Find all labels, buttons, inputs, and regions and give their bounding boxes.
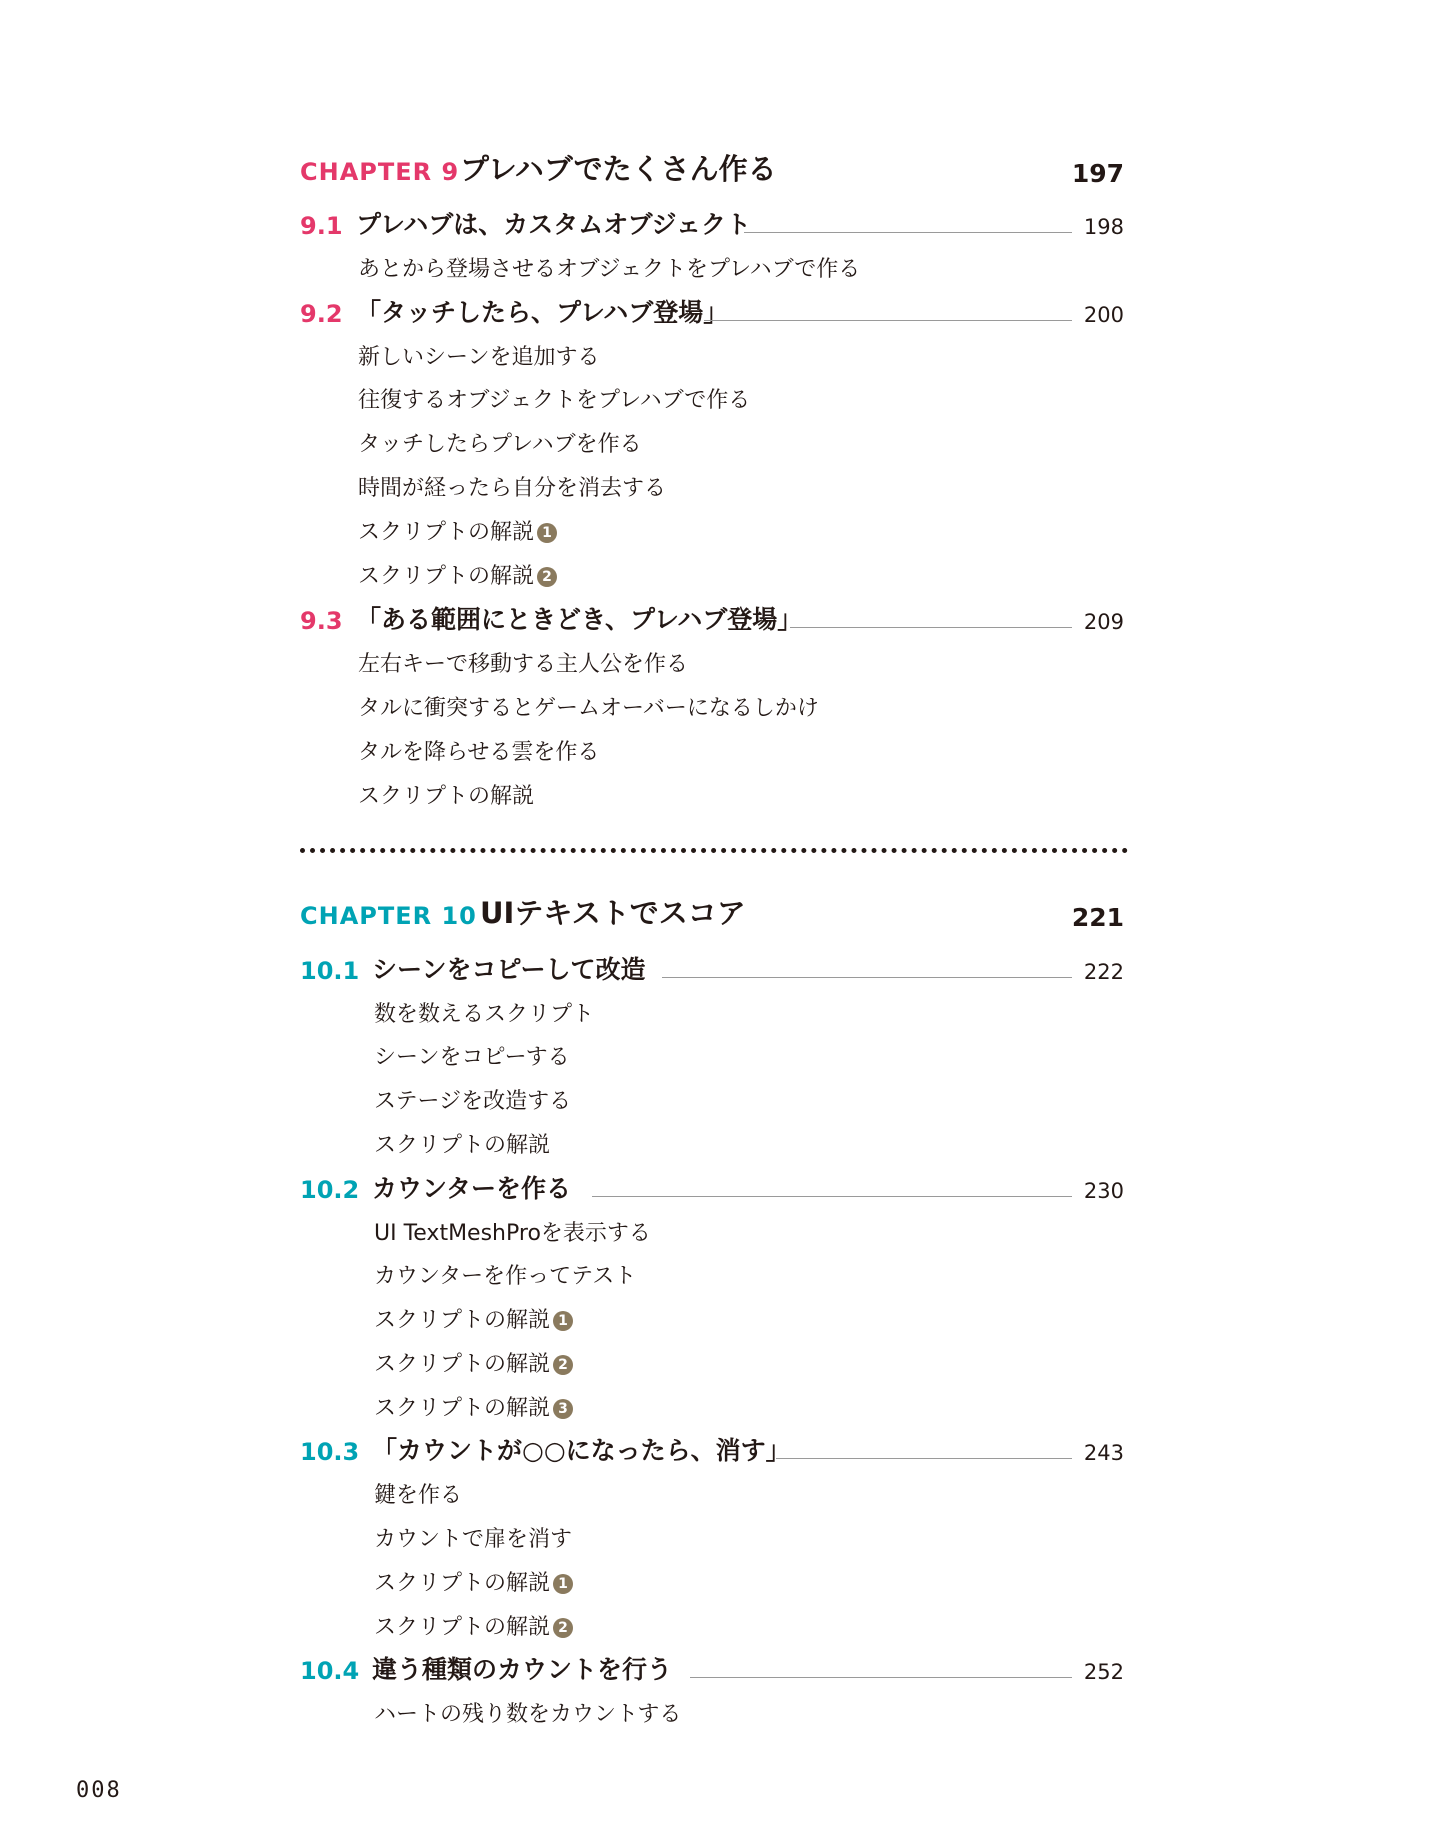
toc-item: 時間が経ったら自分を消去する	[358, 476, 667, 501]
leader-line	[592, 1196, 1072, 1197]
section-page-number: 198	[1083, 215, 1124, 239]
section-number: 10.1	[300, 957, 360, 985]
toc-item: スクリプトの解説 1	[374, 1569, 573, 1599]
toc-item: カウンターを作ってテスト	[374, 1264, 637, 1289]
toc-item: タルに衝突するとゲームオーバーになるしかけ	[358, 696, 819, 721]
section-9-3	[0, 605, 1433, 639]
toc-item: ハートの残り数をカウントする	[374, 1702, 682, 1727]
toc-item: スクリプトの解説 2	[358, 562, 557, 592]
section-title: シーンをコピーして改造	[372, 955, 646, 984]
section-title: 違う種類のカウントを行う	[372, 1655, 673, 1684]
section-10-3	[0, 1436, 1433, 1470]
section-9-1	[0, 210, 1433, 244]
leader-line	[690, 1677, 1072, 1678]
section-page-number: 200	[1083, 303, 1124, 327]
toc-item: あとから登場させるオブジェクトをプレハブで作る	[358, 257, 861, 282]
toc-item: スクリプトの解説 3	[374, 1394, 573, 1424]
number-badge-icon: 2	[553, 1355, 573, 1375]
toc-item: ステージを改造する	[374, 1089, 572, 1114]
number-badge-icon: 2	[553, 1618, 573, 1638]
section-page-number: 243	[1083, 1441, 1124, 1465]
chapter-title: プレハブでたくさん作る	[460, 152, 777, 186]
section-title: 「ある範囲にときどき、プレハブ登場」	[356, 605, 803, 634]
chapter-divider	[300, 848, 1128, 853]
section-page-number: 230	[1083, 1179, 1124, 1203]
toc-item: スクリプトの解説 2	[374, 1350, 573, 1380]
toc-item: 鍵を作る	[374, 1483, 463, 1508]
number-badge-icon: 3	[553, 1399, 573, 1419]
toc-item: UI TextMeshProを表示する	[374, 1221, 651, 1246]
toc-item: 左右キーで移動する主人公を作る	[358, 652, 689, 677]
chapter-page-number: 221	[1071, 903, 1124, 932]
toc-item: スクリプトの解説	[374, 1133, 551, 1158]
section-number: 10.3	[300, 1438, 360, 1466]
section-page-number: 209	[1083, 610, 1124, 634]
section-9-2	[0, 298, 1433, 332]
toc-item: スクリプトの解説 2	[374, 1613, 573, 1643]
leader-line	[790, 627, 1072, 628]
number-badge-icon: 1	[553, 1574, 573, 1594]
section-title: 「タッチしたら、プレハブ登場」	[356, 298, 729, 327]
toc-item: タルを降らせる雲を作る	[358, 740, 600, 765]
toc-item: カウントで扉を消す	[374, 1527, 573, 1552]
page-number: 008	[76, 1778, 122, 1803]
toc-item: スクリプトの解説 1	[374, 1306, 573, 1336]
section-page-number: 222	[1083, 960, 1124, 984]
toc-item: スクリプトの解説 1	[358, 518, 557, 548]
section-10-4	[0, 1655, 1433, 1689]
section-10-1	[0, 955, 1433, 989]
chapter-page-number: 197	[1071, 159, 1124, 188]
leader-line	[662, 977, 1072, 978]
toc-item: シーンをコピーする	[374, 1045, 570, 1070]
chapter-label: CHAPTER 9	[300, 158, 460, 186]
section-page-number: 252	[1083, 1660, 1124, 1684]
number-badge-icon: 2	[537, 567, 557, 587]
section-number: 9.3	[300, 607, 343, 635]
toc-item: 往復するオブジェクトをプレハブで作る	[358, 388, 751, 413]
number-badge-icon: 1	[537, 523, 557, 543]
section-number: 9.1	[300, 212, 343, 240]
chapter-10-heading	[0, 892, 1433, 932]
section-number: 10.2	[300, 1176, 360, 1204]
toc-item: タッチしたらプレハブを作る	[358, 432, 642, 457]
section-10-2	[0, 1174, 1433, 1208]
section-title: プレハブは、カスタムオブジェクト	[356, 210, 752, 239]
chapter-label: CHAPTER 10	[300, 902, 477, 930]
chapter-9-heading	[0, 148, 1433, 188]
section-number: 9.2	[300, 300, 343, 328]
toc-item: 新しいシーンを追加する	[358, 345, 600, 370]
chapter-title: UIテキストでスコア	[480, 896, 746, 930]
leader-line	[744, 232, 1072, 233]
toc-item: スクリプトの解説	[358, 784, 535, 809]
leader-line	[776, 1458, 1072, 1459]
section-number: 10.4	[300, 1657, 360, 1685]
leader-line	[704, 320, 1072, 321]
number-badge-icon: 1	[553, 1311, 573, 1331]
section-title: カウンターを作る	[372, 1174, 572, 1203]
toc-item: 数を数えるスクリプト	[374, 1002, 595, 1027]
section-title: 「カウントが○○になったら、消す」	[372, 1436, 791, 1465]
